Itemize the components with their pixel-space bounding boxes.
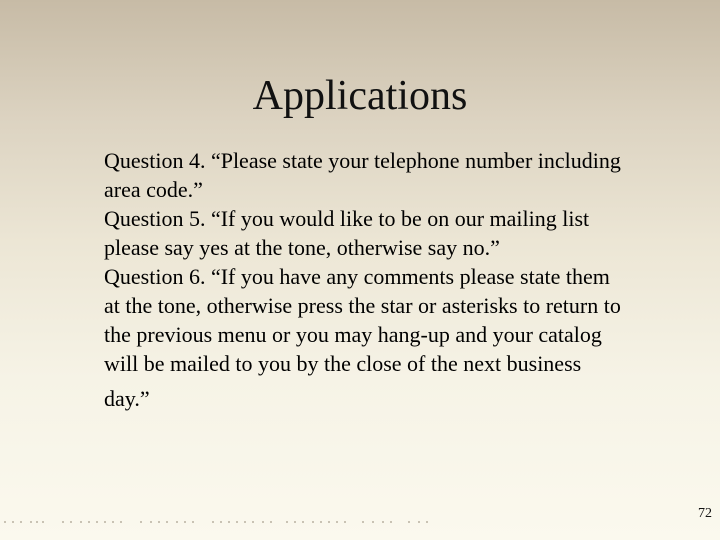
text-line: will be mailed to you by the close of the next business <box>104 351 582 376</box>
paragraph-question-5 <box>104 204 704 262</box>
paragraph-question-6 <box>104 262 704 413</box>
footer-decoration <box>0 519 440 525</box>
text-line: Question 5. “If you would like to be on our mailing list <box>104 206 590 231</box>
text-line: the previous menu or you may hang-up and your catalog <box>104 322 602 347</box>
page-number: 72 <box>698 506 712 521</box>
text-line: Question 4. “Please state your telephone number including <box>104 148 621 173</box>
text-line: day.” <box>104 386 150 411</box>
text-line: Question 6. “If you have any comments please state them <box>104 264 610 289</box>
slide-body <box>104 146 704 413</box>
paragraph-question-4 <box>104 146 704 204</box>
text-line: at the tone, otherwise press the star or asterisks to return to <box>104 293 621 318</box>
text-line: please say yes at the tone, otherwise say no.” <box>104 235 500 260</box>
slide-title: Applications <box>252 73 468 119</box>
text-line: area code.” <box>104 177 203 202</box>
